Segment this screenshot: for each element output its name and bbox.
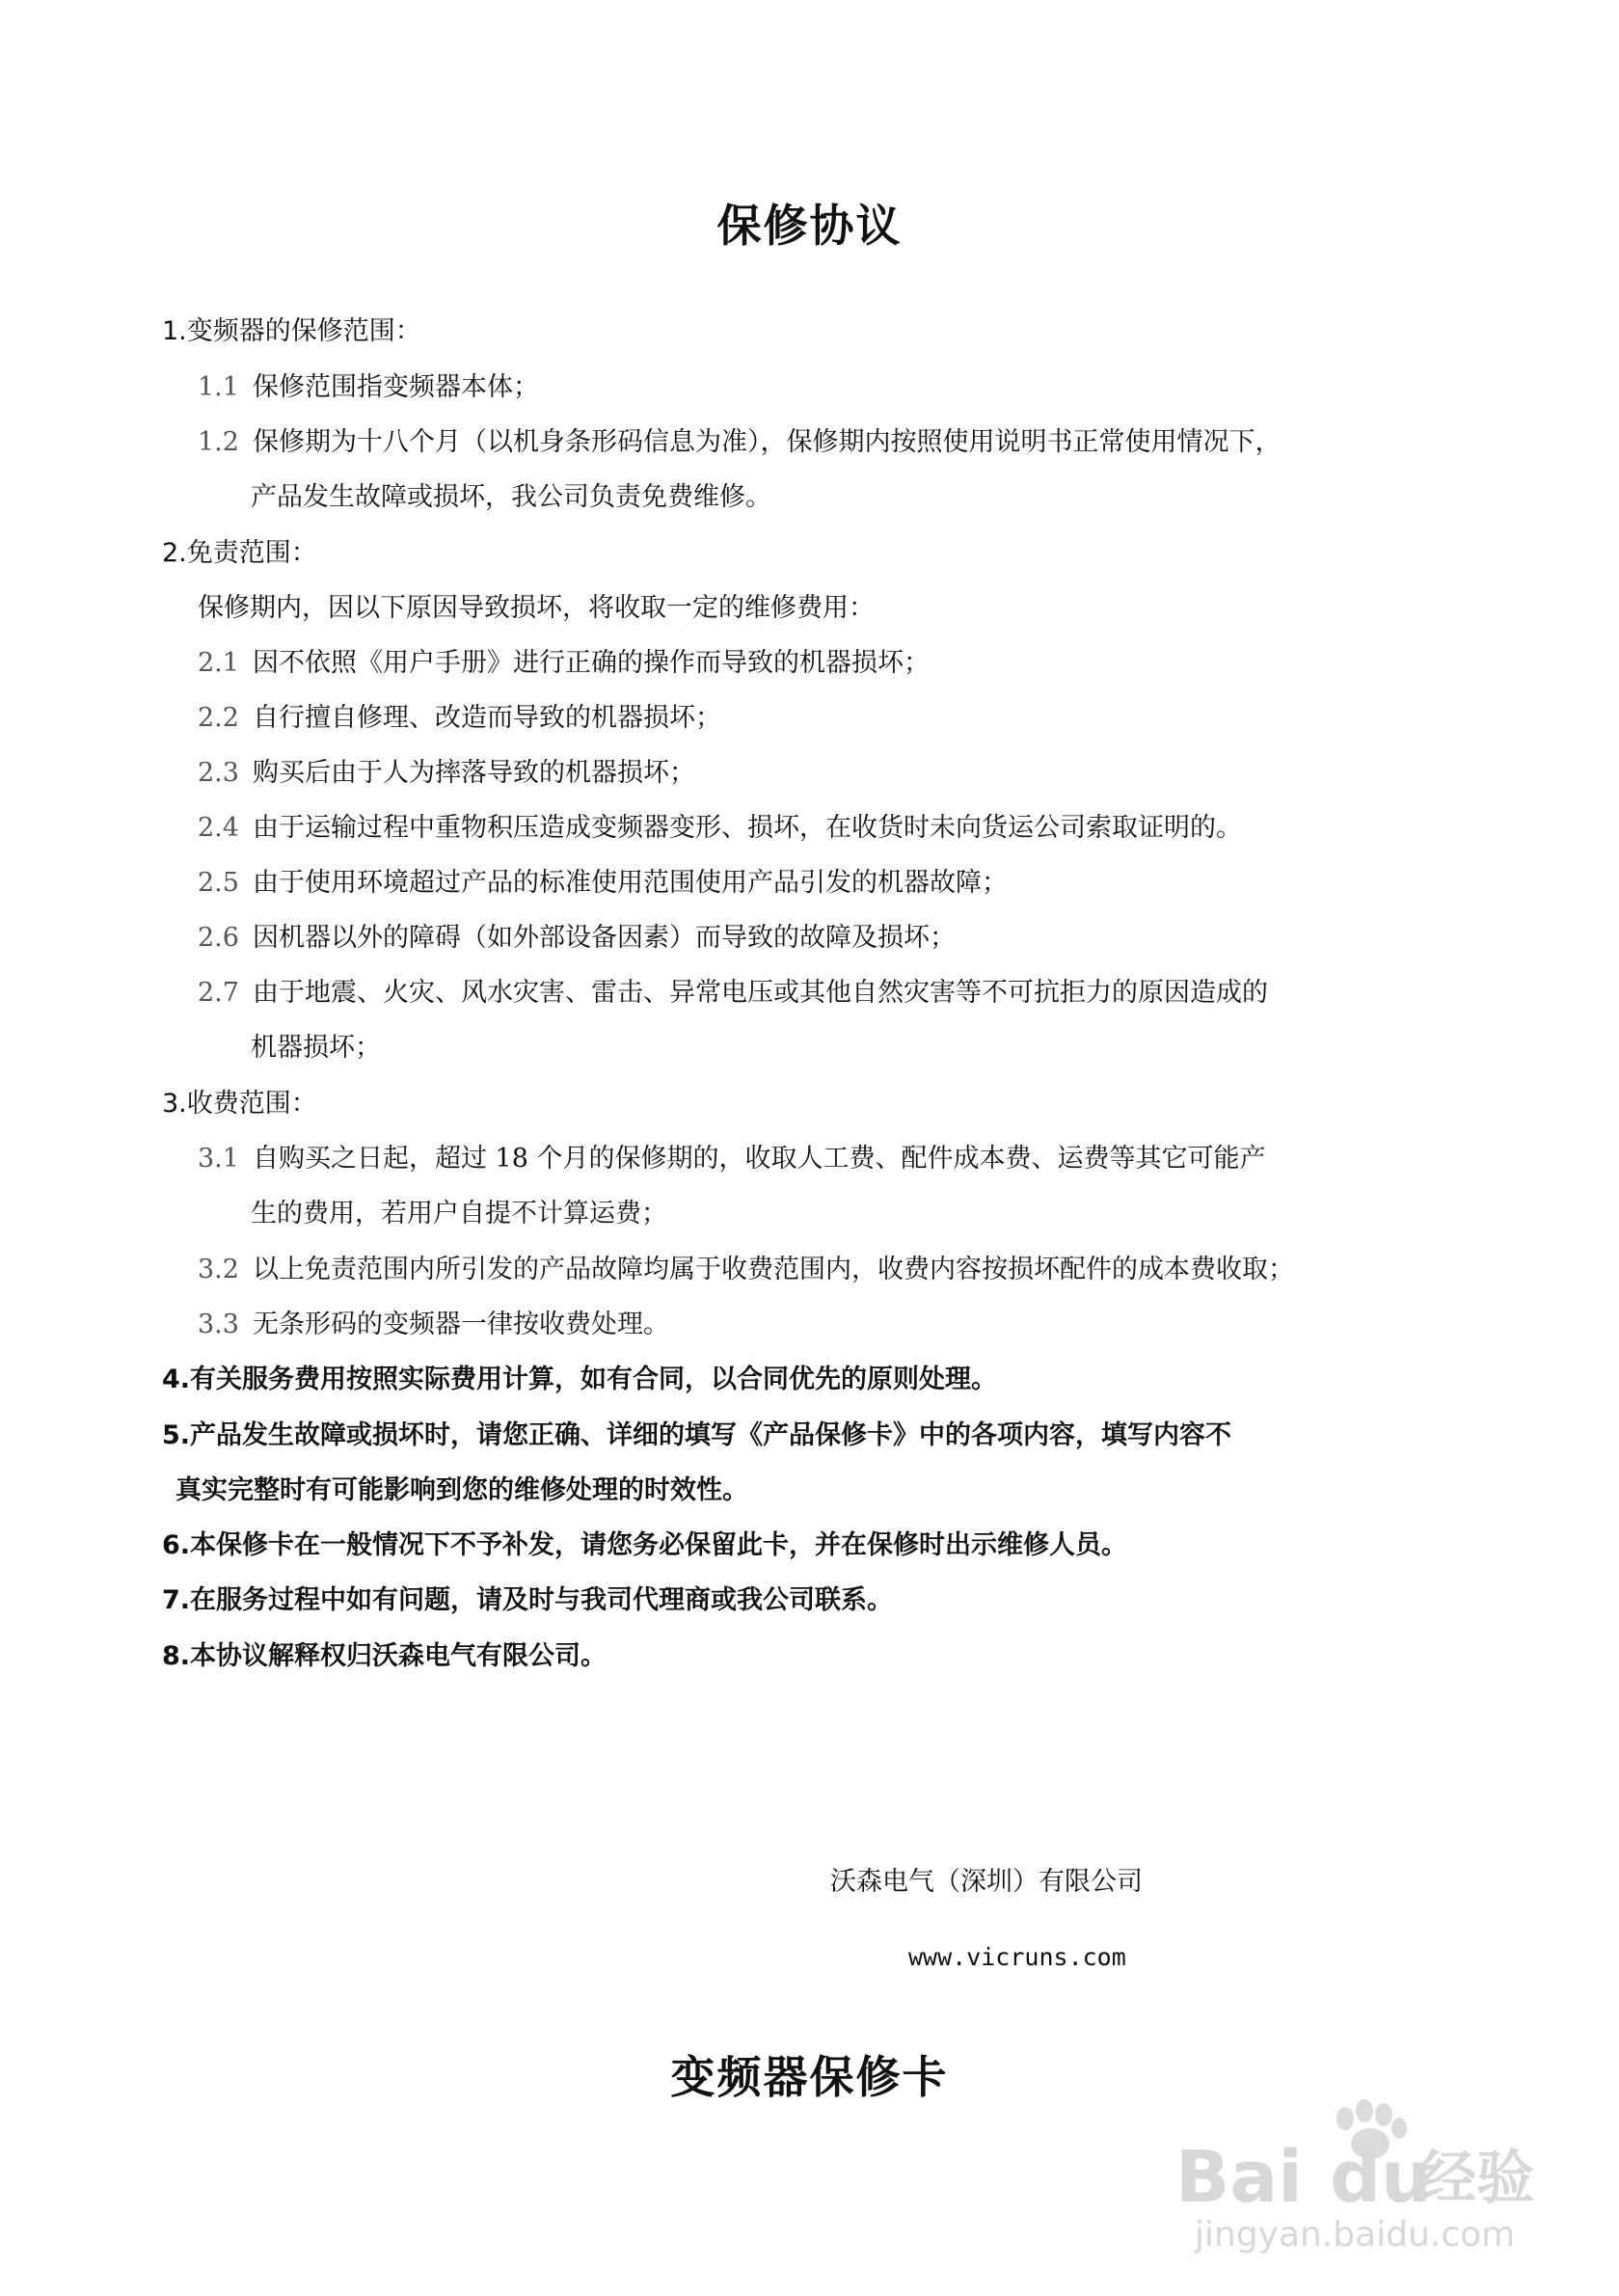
clause-number: 6. xyxy=(162,1530,191,1560)
clause-text: 本协议解释权归沃森电气有限公司。 xyxy=(190,1641,607,1671)
card-title: 变频器保修卡 xyxy=(670,2051,949,2103)
baidu-watermark xyxy=(1166,2093,1580,2257)
clause-text: 本保修卡在一般情况下不予补发，请您务必保留此卡，并在保修时出示维修人员。 xyxy=(190,1530,1128,1560)
item-2-6 xyxy=(198,921,956,956)
item-text: 由于运输过程中重物积压造成变频器变形、损坏，在收货时未向货运公司索取证明的。 xyxy=(252,813,1242,843)
item-text: 购买后由于人为摔落导致的机器损坏； xyxy=(252,758,695,788)
clause-5 xyxy=(162,1418,1231,1453)
item-number: 2.5 xyxy=(198,868,239,898)
item-number: 2.6 xyxy=(198,923,239,953)
item-3-3 xyxy=(198,1308,669,1342)
item-2-7 xyxy=(198,976,1268,1011)
item-2-3 xyxy=(198,756,695,791)
item-2-2 xyxy=(198,701,721,736)
item-text: 保修期为十八个月（以机身条形码信息为准），保修期内按照使用说明书正常使用情况下， xyxy=(252,427,1282,457)
item-text: 以上免责范围内所引发的产品故障均属于收费范围内，收费内容按损坏配件的成本费收取； xyxy=(252,1255,1294,1284)
section-2-heading xyxy=(162,536,317,571)
section-number: 1. xyxy=(162,316,187,346)
item-number: 3.1 xyxy=(198,1144,239,1174)
item-number: 2.1 xyxy=(198,648,239,678)
item-3-1 xyxy=(198,1142,1265,1176)
clause-number: 7. xyxy=(162,1585,191,1615)
clause-text: 有关服务费用按照实际费用计算，如有合同，以合同优先的原则处理。 xyxy=(190,1364,998,1394)
item-1-2-continuation: 产品发生故障或损坏，我公司负责免费维修。 xyxy=(251,482,771,512)
section-number: 3. xyxy=(162,1089,187,1119)
item-number: 2.3 xyxy=(198,758,239,788)
item-text: 因不依照《用户手册》进行正确的操作而导致的机器损坏； xyxy=(252,648,930,678)
item-text: 自行擅自修理、改造而导致的机器损坏； xyxy=(252,703,721,733)
item-number: 2.7 xyxy=(198,978,239,1008)
section-title: 免责范围： xyxy=(186,538,317,568)
section-3-heading xyxy=(162,1087,317,1121)
item-text: 自购买之日起，超过 18 个月的保修期的，收取人工费、配件成本费、运费等其它可能产 xyxy=(252,1144,1266,1174)
clause-text: 在服务过程中如有问题，请及时与我司代理商或我公司联系。 xyxy=(190,1585,894,1615)
clause-number: 8. xyxy=(162,1641,191,1671)
item-1-2 xyxy=(198,425,1281,460)
item-2-1 xyxy=(198,646,930,681)
item-text: 保修范围指变频器本体； xyxy=(252,372,539,402)
clause-6 xyxy=(162,1528,1127,1563)
item-text: 由于地震、火灾、风水灾害、雷击、异常电压或其他自然灾害等不可抗拒力的原因造成的 xyxy=(252,978,1268,1008)
item-text: 无条形码的变频器一律按收费处理。 xyxy=(252,1310,669,1339)
item-number: 2.2 xyxy=(198,703,239,733)
clause-8 xyxy=(162,1639,607,1674)
clause-number: 4. xyxy=(162,1364,191,1394)
watermark-url: jingyan.baidu.com xyxy=(1195,2215,1516,2255)
item-text: 由于使用环境超过产品的标准使用范围使用产品引发的机器故障； xyxy=(252,868,1008,898)
item-number: 3.2 xyxy=(198,1255,239,1284)
watermark-logo: Bai xyxy=(1175,2136,1303,2219)
website-url: www.vicruns.com xyxy=(908,1943,1126,1971)
clause-4 xyxy=(162,1363,997,1397)
section-1-heading xyxy=(162,314,421,349)
item-2-5 xyxy=(198,866,1008,901)
item-3-2 xyxy=(198,1253,1294,1287)
item-2-7-continuation: 机器损坏； xyxy=(251,1033,381,1063)
clause-number: 5. xyxy=(162,1420,191,1450)
item-number: 3.3 xyxy=(198,1310,239,1339)
section-number: 2. xyxy=(162,538,187,568)
item-number: 2.4 xyxy=(198,813,239,843)
section-2-intro: 保修期内，因以下原因导致损坏，将收取一定的维修费用： xyxy=(198,593,875,623)
clause-text: 产品发生故障或损坏时，请您正确、详细的填写《产品保修卡》中的各项内容，填写内容不 xyxy=(190,1420,1232,1450)
clause-5-continuation: 真实完整时有可能影响到您的维修处理的时效性。 xyxy=(175,1475,748,1505)
item-text: 因机器以外的障碍（如外部设备因素）而导致的故障及损坏； xyxy=(252,923,956,953)
watermark-brand: 经验 xyxy=(1418,2145,1534,2212)
item-1-1 xyxy=(198,370,539,405)
clause-7 xyxy=(162,1583,893,1618)
item-number: 1.2 xyxy=(198,427,239,457)
page-title: 保修协议 xyxy=(716,200,903,252)
company-name: 沃森电气（深圳）有限公司 xyxy=(830,1867,1143,1897)
item-3-1-continuation: 生的费用，若用户自提不计算运费； xyxy=(251,1199,667,1229)
section-title: 变频器的保修范围： xyxy=(186,316,421,346)
section-title: 收费范围： xyxy=(186,1089,317,1119)
item-number: 1.1 xyxy=(198,372,239,402)
watermark-du: du xyxy=(1330,2136,1432,2219)
item-2-4 xyxy=(198,811,1242,846)
